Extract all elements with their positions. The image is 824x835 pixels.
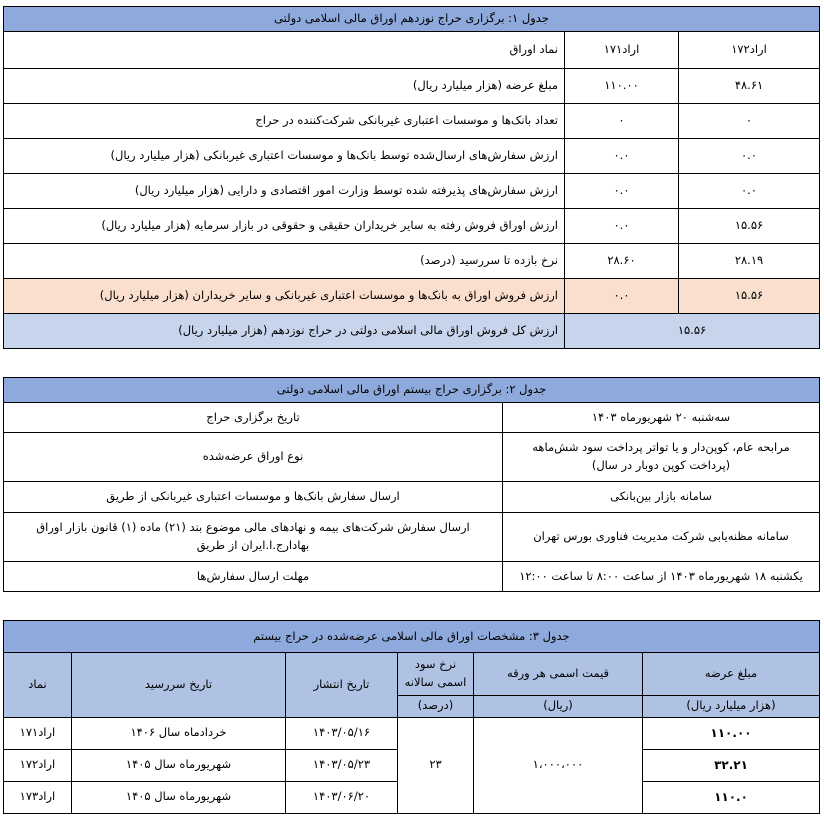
table3-header-rate — [398, 653, 474, 696]
table1-cell-label: مبلغ عرضه (هزار میلیارد ریال) — [3, 68, 564, 103]
table1-symbol-2: اراد۱۷۲ — [679, 31, 820, 68]
table-row — [4, 561, 820, 592]
table-row — [3, 243, 819, 278]
table3-header-row — [3, 653, 819, 696]
table3-cell-amount: ۱۱۰.۰۰ — [643, 717, 820, 749]
table-row — [3, 208, 819, 243]
table1-symbol-1: اراد۱۷۱ — [565, 31, 679, 68]
table3-cell-symbol: اراد۱۷۱ — [3, 717, 71, 749]
table2-question: مهلت ارسال سفارش‌ها — [4, 561, 503, 592]
table1-header-row — [3, 31, 819, 68]
table1-highlight-v1: ۰.۰ — [565, 278, 679, 313]
table1-highlight-label: ارزش فروش اوراق به بانک‌ها و موسسات اعتباری غیربانکی و سایر خریداران (هزار میلیارد ریال) — [3, 278, 564, 313]
spacer-table1-table2 — [4, 349, 820, 377]
table1-cell-v1: ۱۱۰.۰۰ — [565, 68, 679, 103]
table1-cell-label: ارزش اوراق فروش رفته به سایر خریداران حقیقی و حقوقی در بازار سرمایه (هزار میلیارد ریال) — [3, 208, 564, 243]
table-auction-nineteen — [3, 6, 820, 349]
table-row — [3, 68, 819, 103]
table1-cell-v2: ۴۸.۶۱ — [679, 68, 820, 103]
table-row — [3, 103, 819, 138]
table-row — [3, 138, 819, 173]
table3-unit-rate: (درصد) — [398, 695, 474, 717]
table1-highlight-v2: ۱۵.۵۶ — [679, 278, 820, 313]
table1-title: جدول ۱: برگزاری حراج نوزدهم اوراق مالی اسلامی دولتی — [3, 7, 819, 32]
table2-answer: سه‌شنبه ۲۰ شهریورماه ۱۴۰۳ — [503, 402, 820, 433]
table1-cell-v1: ۰.۰ — [565, 208, 679, 243]
table-row — [4, 512, 820, 561]
table-securities-specs — [3, 620, 820, 813]
table3-header-offer-amount — [643, 653, 820, 696]
table-row — [4, 482, 820, 513]
table3-cell-issue-date: ۱۴۰۳/۰۵/۱۶ — [286, 717, 398, 749]
table1-cell-label: تعداد بانک‌ها و موسسات اعتباری غیربانکی شرکت‌کننده در حراج — [3, 103, 564, 138]
table3-unit-nominal-price: (ریال) — [474, 695, 643, 717]
table2-answer: سامانه مظنه‌یابی شرکت مدیریت فناوری بورس تهران — [503, 512, 820, 561]
table1-cell-label: ارزش سفارش‌های پذیرفته شده توسط وزارت امور اقتصادی و دارایی (هزار میلیارد ریال) — [3, 173, 564, 208]
table3-cell-issue-date: ۱۴۰۳/۰۶/۲۰ — [286, 781, 398, 813]
table1-title-row — [3, 7, 819, 32]
table3-header-symbol: نماد — [3, 653, 71, 717]
table1-cell-v2: ۰.۰ — [679, 138, 820, 173]
table-row — [3, 173, 819, 208]
table3-unit-offer-amount: (هزار میلیارد ریال) — [643, 695, 820, 717]
table1-cell-v2: ۱۵.۵۶ — [679, 208, 820, 243]
table3-cell-maturity-date: شهریورماه سال ۱۴۰۵ — [72, 749, 286, 781]
table2-question: نوع اوراق عرضه‌شده — [4, 433, 503, 482]
table3-header-nominal-price-label: قیمت اسمی هر ورقه — [506, 666, 610, 681]
spacer-table2-table3 — [4, 592, 820, 620]
table3-title: جدول ۳: مشخصات اوراق مالی اسلامی عرضه‌شده در حراج بیستم — [3, 621, 819, 653]
table1-highlight-row — [3, 278, 819, 313]
table1-total-label: ارزش کل فروش اوراق مالی اسلامی دولتی در حراج نوزدهم (هزار میلیارد ریال) — [3, 313, 564, 348]
table3-header-nominal-price — [474, 653, 643, 696]
table3-cell-symbol: اراد۱۷۳ — [3, 781, 71, 813]
table1-cell-label: ارزش سفارش‌های ارسال‌شده توسط بانک‌ها و موسسات اعتباری غیربانکی (هزار میلیارد ریال) — [3, 138, 564, 173]
table-row — [4, 402, 820, 433]
table3-cell-maturity-date: شهریورماه سال ۱۴۰۵ — [72, 781, 286, 813]
table2-title-row — [4, 377, 820, 402]
table3-cell-rate: ۲۳ — [398, 717, 474, 813]
table1-total-row — [3, 313, 819, 348]
table1-cell-label: نرخ بازده تا سررسید (درصد) — [3, 243, 564, 278]
table3-header-maturity-date: تاریخ سررسید — [72, 653, 286, 717]
table1-total-value: ۱۵.۵۶ — [565, 313, 820, 348]
table1-cell-v2: ۰ — [679, 103, 820, 138]
table1-cell-v2: ۲۸.۱۹ — [679, 243, 820, 278]
table1-cell-v2: ۰.۰ — [679, 173, 820, 208]
table3-title-row — [3, 621, 819, 653]
table2-question: ارسال سفارش بانک‌ها و موسسات اعتباری غیربانکی از طریق — [4, 482, 503, 513]
table3-header-offer-amount-label: مبلغ عرضه — [704, 666, 758, 681]
table2-answer: سامانه بازار بین‌بانکی — [503, 482, 820, 513]
table3-header-rate-label: نرخ سود اسمی سالانه — [404, 657, 467, 690]
table3-cell-symbol: اراد۱۷۲ — [3, 749, 71, 781]
table1-cell-v1: ۰.۰ — [565, 138, 679, 173]
table1-cell-v1: ۰.۰ — [565, 173, 679, 208]
table3-cell-amount: ۱۱۰.۰ — [643, 781, 820, 813]
table3-cell-amount: ۳۲.۲۱ — [643, 749, 820, 781]
table-auction-twenty-info — [3, 377, 820, 593]
table3-cell-maturity-date: خردادماه سال ۱۴۰۶ — [72, 717, 286, 749]
table2-title: جدول ۲: برگزاری حراج بیستم اوراق مالی اسلامی دولتی — [4, 377, 820, 402]
table-row — [4, 433, 820, 482]
table3-header-issue-date: تاریخ انتشار — [286, 653, 398, 717]
table2-question: ارسال سفارش شرکت‌های بیمه و نهادهای مالی موضوع بند (۲۱) ماده (۱) قانون بازار اوراق بهادارج.ا.ایران از طریق — [4, 512, 503, 561]
table2-question: تاریخ برگزاری حراج — [4, 402, 503, 433]
table3-cell-issue-date: ۱۴۰۳/۰۵/۲۳ — [286, 749, 398, 781]
table-row — [3, 717, 819, 749]
table1-cell-v1: ۲۸.۶۰ — [565, 243, 679, 278]
table1-row-label-header: نماد اوراق — [3, 31, 564, 68]
table1-cell-v1: ۰ — [565, 103, 679, 138]
table3-cell-nominal-price: ۱،۰۰۰،۰۰۰ — [474, 717, 643, 813]
table2-answer: یکشنبه ۱۸ شهریورماه ۱۴۰۳ از ساعت ۸:۰۰ تا ساعت ۱۲:۰۰ — [503, 561, 820, 592]
table2-answer: مرابحه عام، کوپن‌دار و یا تواتر پرداخت سود شش‌ماهه (پرداخت کوپن دوبار در سال) — [503, 433, 820, 482]
